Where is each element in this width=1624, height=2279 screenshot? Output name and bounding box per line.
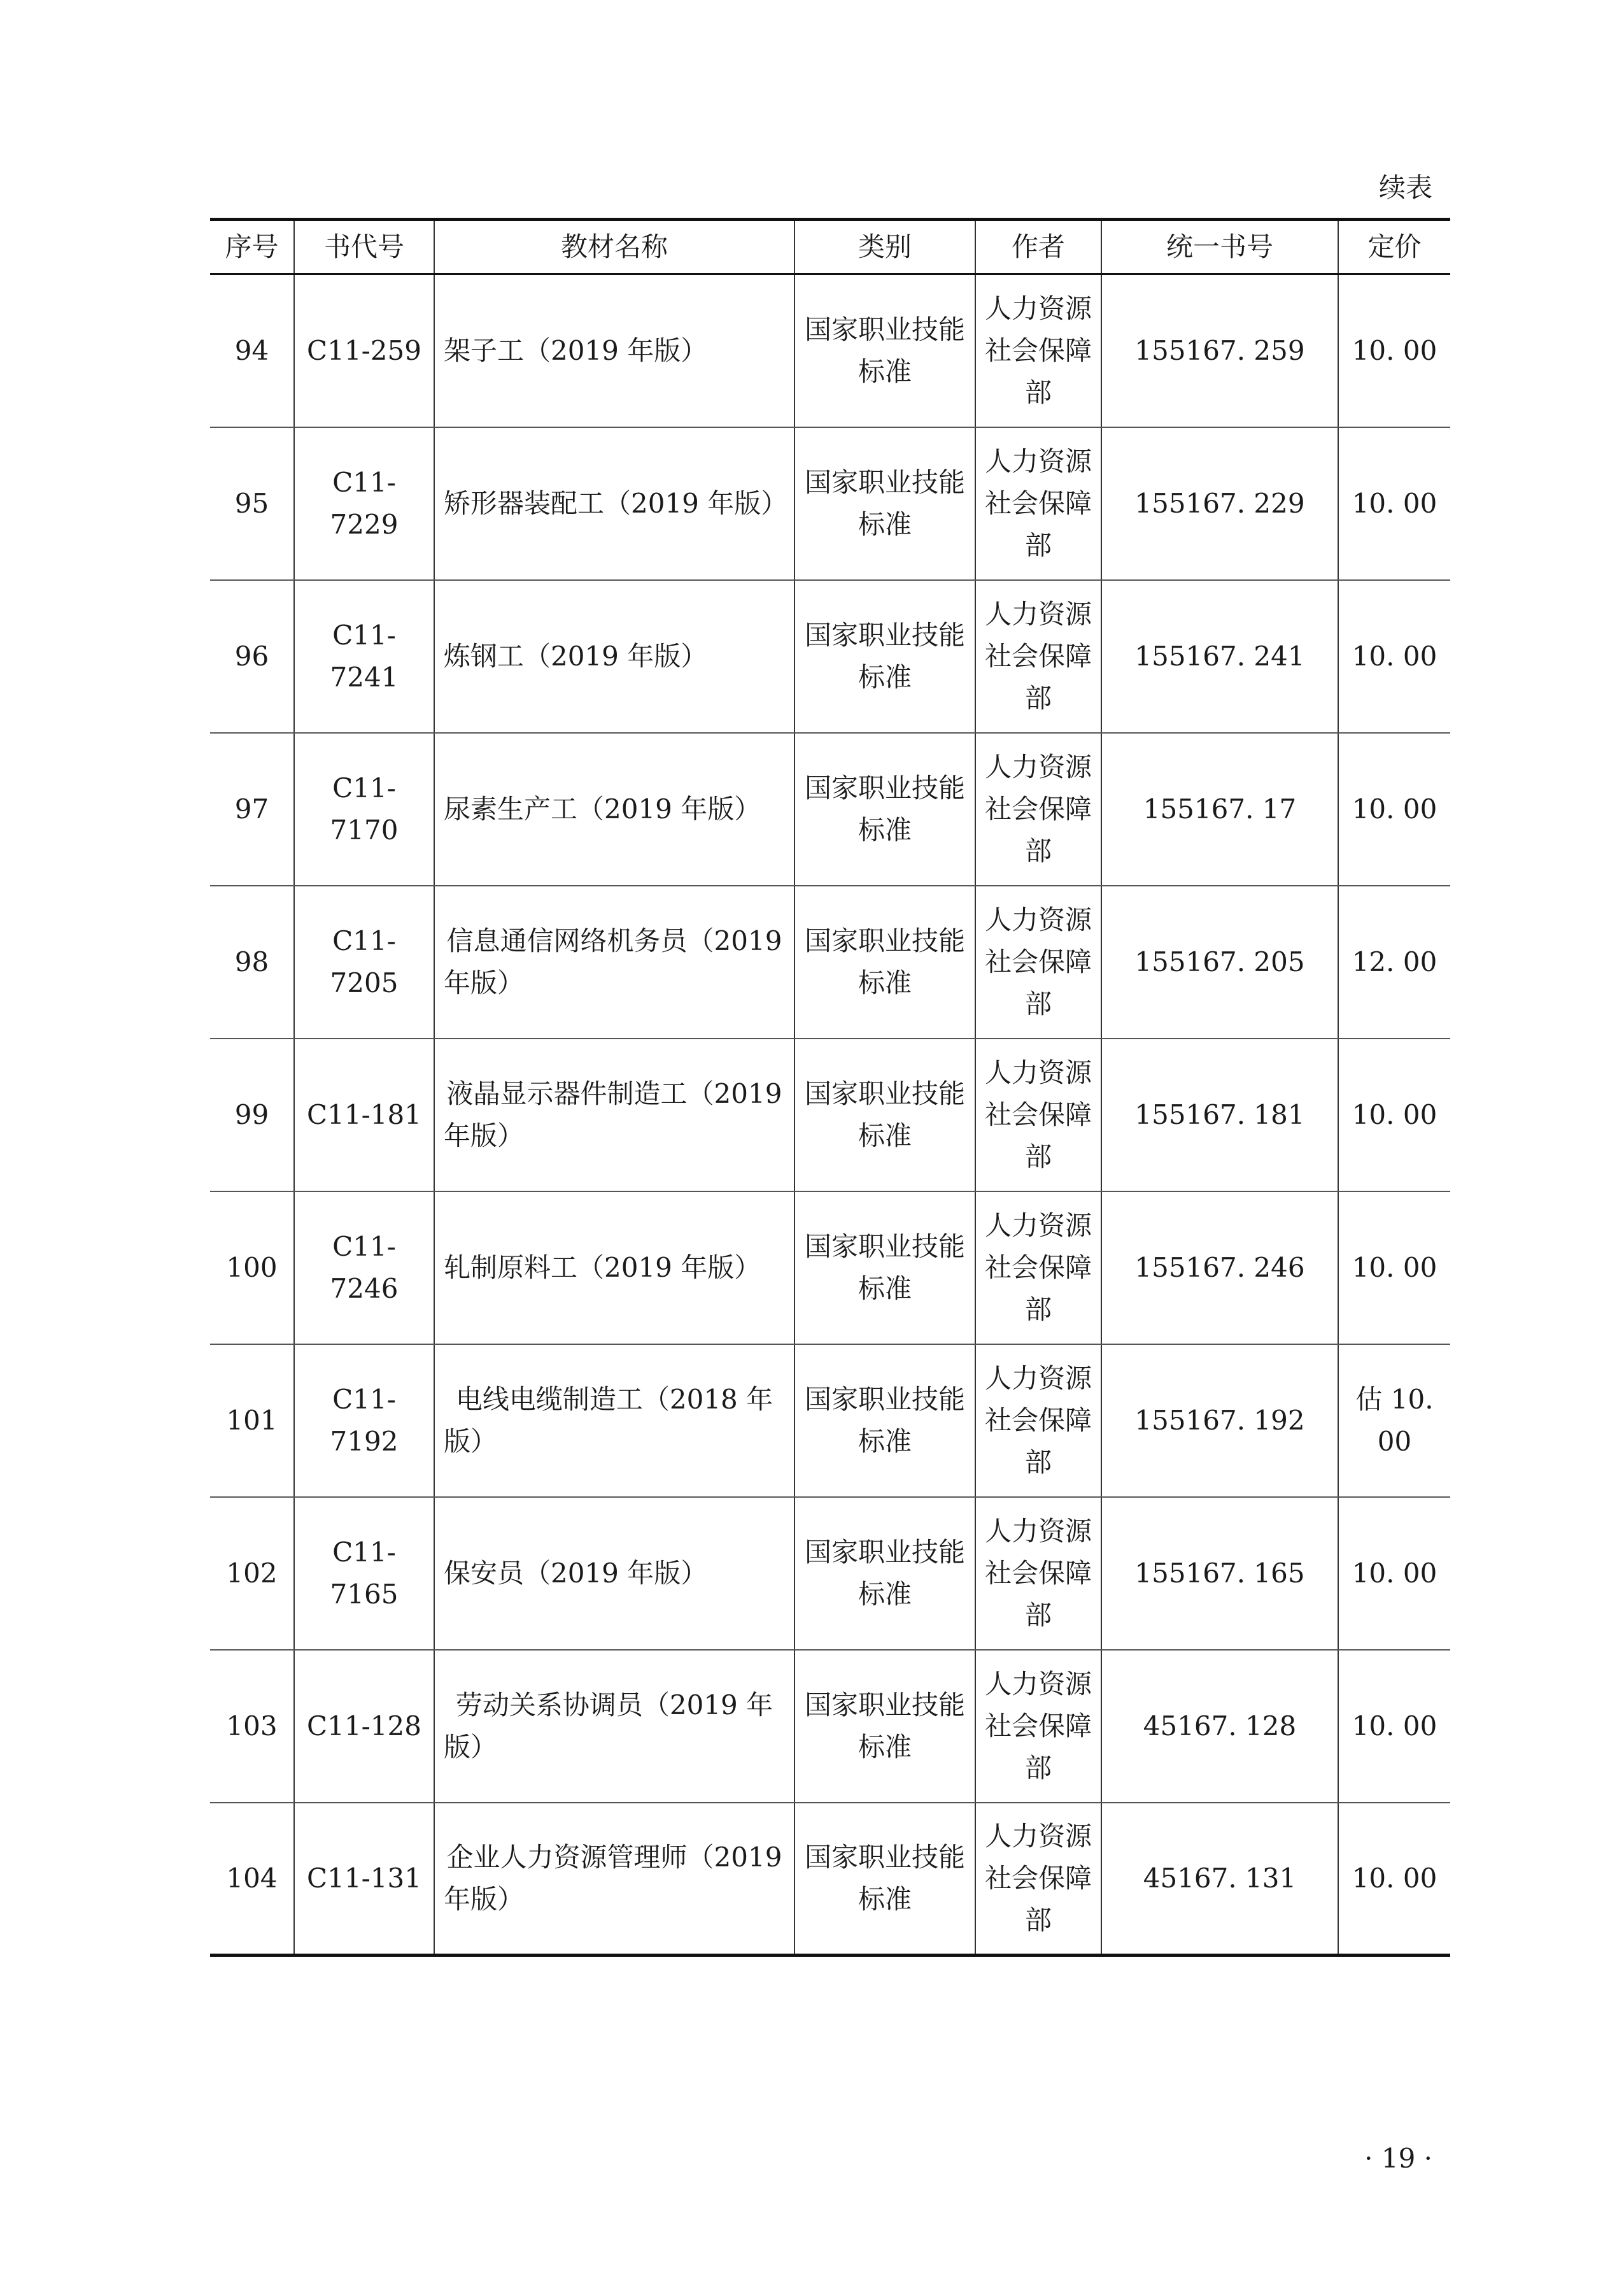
price: 10. 00 bbox=[1338, 733, 1450, 886]
book-code: C11-128 bbox=[294, 1650, 434, 1803]
table-row bbox=[210, 1039, 1450, 1191]
textbook-title: 电线电缆制造工（2018 年版） bbox=[434, 1344, 794, 1497]
textbook-title: 矫形器装配工（2019 年版） bbox=[434, 427, 794, 580]
table-header-row bbox=[210, 220, 1450, 274]
price: 12. 00 bbox=[1338, 886, 1450, 1039]
category: 国家职业技能标准 bbox=[794, 1344, 975, 1497]
unified-book-number: 155167. 259 bbox=[1101, 274, 1338, 427]
unified-book-number: 155167. 165 bbox=[1101, 1497, 1338, 1650]
header-category: 类别 bbox=[794, 220, 975, 274]
author: 人力资源社会保障部 bbox=[975, 1191, 1101, 1344]
header-unified-book-number: 统一书号 bbox=[1101, 220, 1338, 274]
header-textbook-title: 教材名称 bbox=[434, 220, 794, 274]
textbook-title: 保安员（2019 年版） bbox=[434, 1497, 794, 1650]
book-code: C11-259 bbox=[294, 274, 434, 427]
serial-number: 97 bbox=[210, 733, 294, 886]
price: 10. 00 bbox=[1338, 1191, 1450, 1344]
price: 10. 00 bbox=[1338, 1497, 1450, 1650]
header-author: 作者 bbox=[975, 220, 1101, 274]
book-code: C11-7229 bbox=[294, 427, 434, 580]
serial-number: 94 bbox=[210, 274, 294, 427]
textbook-title: 架子工（2019 年版） bbox=[434, 274, 794, 427]
serial-number: 104 bbox=[210, 1803, 294, 1956]
author: 人力资源社会保障部 bbox=[975, 580, 1101, 733]
serial-number: 95 bbox=[210, 427, 294, 580]
price: 估 10. 00 bbox=[1338, 1344, 1450, 1497]
serial-number: 98 bbox=[210, 886, 294, 1039]
textbook-title: 劳动关系协调员（2019 年版） bbox=[434, 1650, 794, 1803]
serial-number: 96 bbox=[210, 580, 294, 733]
textbook-title: 尿素生产工（2019 年版） bbox=[434, 733, 794, 886]
book-code: C11-131 bbox=[294, 1803, 434, 1956]
author: 人力资源社会保障部 bbox=[975, 1650, 1101, 1803]
author: 人力资源社会保障部 bbox=[975, 886, 1101, 1039]
serial-number: 103 bbox=[210, 1650, 294, 1803]
textbook-catalog-table bbox=[210, 218, 1450, 1957]
price: 10. 00 bbox=[1338, 1039, 1450, 1191]
author: 人力资源社会保障部 bbox=[975, 1497, 1101, 1650]
textbook-title: 炼钢工（2019 年版） bbox=[434, 580, 794, 733]
unified-book-number: 155167. 241 bbox=[1101, 580, 1338, 733]
author: 人力资源社会保障部 bbox=[975, 1344, 1101, 1497]
continued-table-label: 续表 bbox=[1378, 172, 1432, 203]
table-row bbox=[210, 427, 1450, 580]
book-code: C11-7170 bbox=[294, 733, 434, 886]
header-price: 定价 bbox=[1338, 220, 1450, 274]
category: 国家职业技能标准 bbox=[794, 1650, 975, 1803]
page-number: · 19 · bbox=[1364, 2143, 1432, 2174]
category: 国家职业技能标准 bbox=[794, 1497, 975, 1650]
unified-book-number: 155167. 246 bbox=[1101, 1191, 1338, 1344]
price: 10. 00 bbox=[1338, 1803, 1450, 1956]
author: 人力资源社会保障部 bbox=[975, 1039, 1101, 1191]
author: 人力资源社会保障部 bbox=[975, 733, 1101, 886]
unified-book-number: 155167. 192 bbox=[1101, 1344, 1338, 1497]
price: 10. 00 bbox=[1338, 274, 1450, 427]
unified-book-number: 155167. 205 bbox=[1101, 886, 1338, 1039]
serial-number: 100 bbox=[210, 1191, 294, 1344]
textbook-title: 轧制原料工（2019 年版） bbox=[434, 1191, 794, 1344]
book-code: C11-7192 bbox=[294, 1344, 434, 1497]
author: 人力资源社会保障部 bbox=[975, 274, 1101, 427]
category: 国家职业技能标准 bbox=[794, 580, 975, 733]
unified-book-number: 155167. 17 bbox=[1101, 733, 1338, 886]
price: 10. 00 bbox=[1338, 427, 1450, 580]
header-serial-number: 序号 bbox=[210, 220, 294, 274]
table-row bbox=[210, 1497, 1450, 1650]
header-book-code: 书代号 bbox=[294, 220, 434, 274]
book-code: C11-7165 bbox=[294, 1497, 434, 1650]
serial-number: 99 bbox=[210, 1039, 294, 1191]
category: 国家职业技能标准 bbox=[794, 1191, 975, 1344]
table-row bbox=[210, 1650, 1450, 1803]
book-code: C11-7205 bbox=[294, 886, 434, 1039]
book-code: C11-7241 bbox=[294, 580, 434, 733]
table-row bbox=[210, 886, 1450, 1039]
category: 国家职业技能标准 bbox=[794, 274, 975, 427]
serial-number: 102 bbox=[210, 1497, 294, 1650]
price: 10. 00 bbox=[1338, 580, 1450, 733]
author: 人力资源社会保障部 bbox=[975, 1803, 1101, 1956]
table-row bbox=[210, 1191, 1450, 1344]
unified-book-number: 45167. 131 bbox=[1101, 1803, 1338, 1956]
author: 人力资源社会保障部 bbox=[975, 427, 1101, 580]
category: 国家职业技能标准 bbox=[794, 427, 975, 580]
serial-number: 101 bbox=[210, 1344, 294, 1497]
table-row bbox=[210, 1803, 1450, 1956]
textbook-title: 企业人力资源管理师（2019 年版） bbox=[434, 1803, 794, 1956]
unified-book-number: 155167. 229 bbox=[1101, 427, 1338, 580]
category: 国家职业技能标准 bbox=[794, 886, 975, 1039]
unified-book-number: 155167. 181 bbox=[1101, 1039, 1338, 1191]
textbook-title: 液晶显示器件制造工（2019 年版） bbox=[434, 1039, 794, 1191]
textbook-title: 信息通信网络机务员（2019 年版） bbox=[434, 886, 794, 1039]
table-row bbox=[210, 580, 1450, 733]
unified-book-number: 45167. 128 bbox=[1101, 1650, 1338, 1803]
book-code: C11-181 bbox=[294, 1039, 434, 1191]
table-row bbox=[210, 733, 1450, 886]
price: 10. 00 bbox=[1338, 1650, 1450, 1803]
table-row bbox=[210, 274, 1450, 427]
category: 国家职业技能标准 bbox=[794, 733, 975, 886]
book-code: C11-7246 bbox=[294, 1191, 434, 1344]
category: 国家职业技能标准 bbox=[794, 1039, 975, 1191]
table-row bbox=[210, 1344, 1450, 1497]
category: 国家职业技能标准 bbox=[794, 1803, 975, 1956]
